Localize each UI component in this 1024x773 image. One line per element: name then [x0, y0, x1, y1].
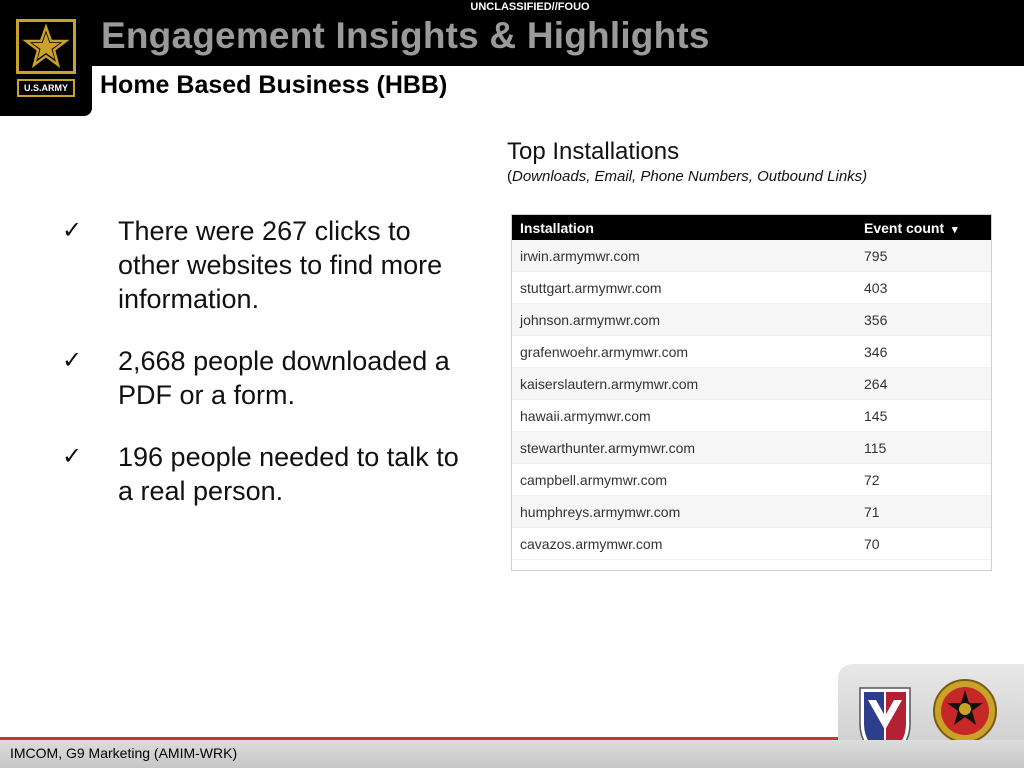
check-icon: ✓ [62, 347, 83, 374]
installations-table [511, 214, 992, 571]
event-count-cell: 71 [864, 503, 880, 520]
check-icon: ✓ [62, 217, 83, 244]
table-body [512, 240, 991, 560]
table-row [512, 336, 991, 368]
table-row [512, 432, 991, 464]
table-row [512, 368, 991, 400]
page-subtitle: Home Based Business (HBB) [100, 71, 448, 99]
highlight-item [62, 214, 462, 316]
installation-cell: hawaii.armymwr.com [520, 407, 651, 424]
highlight-item [62, 344, 462, 412]
installation-cell: cavazos.armymwr.com [520, 535, 663, 552]
installation-cell: kaiserslautern.armymwr.com [520, 375, 699, 392]
installation-cell: johnson.armymwr.com [520, 311, 661, 328]
highlights-list [62, 214, 462, 536]
highlight-text: 2,668 people downloaded a PDF or a form. [118, 346, 450, 410]
army-logo-text: U.S.ARMY [17, 79, 75, 97]
table-row [512, 400, 991, 432]
sort-down-icon: ▾ [952, 223, 958, 236]
footer-text: IMCOM, G9 Marketing (AMIM-WRK) [10, 745, 238, 761]
army-logo [0, 0, 92, 116]
check-icon: ✓ [62, 443, 83, 470]
event-count-cell: 356 [864, 311, 888, 328]
event-count-cell: 70 [864, 535, 880, 552]
event-count-cell: 346 [864, 343, 888, 360]
event-count-cell: 403 [864, 279, 888, 296]
army-star-icon [16, 19, 76, 74]
table-title: Top Installations [507, 138, 680, 165]
column-header-installation[interactable]: Installation [520, 219, 594, 236]
table-subtitle: (Downloads, Email, Phone Numbers, Outbound Links) [507, 168, 868, 185]
event-count-cell: 145 [864, 407, 888, 424]
table-row [512, 496, 991, 528]
highlight-item [62, 440, 462, 508]
installation-cell: irwin.armymwr.com [520, 247, 640, 264]
installation-cell: humphreys.armymwr.com [520, 503, 681, 520]
table-row [512, 464, 991, 496]
classification-label: UNCLASSIFIED//FOUO [470, 1, 590, 13]
table-row [512, 304, 991, 336]
installation-cell: stuttgart.armymwr.com [520, 279, 662, 296]
highlight-text: There were 267 clicks to other websites to find more information. [118, 216, 443, 314]
table-row [512, 528, 991, 560]
page-title: Engagement Insights & Highlights [101, 15, 710, 56]
highlight-text: 196 people needed to talk to a real person. [118, 442, 459, 506]
table-row [512, 240, 991, 272]
event-count-cell: 795 [864, 247, 888, 264]
event-count-cell: 115 [864, 439, 887, 456]
installation-cell: campbell.armymwr.com [520, 471, 668, 488]
event-count-cell: 264 [864, 375, 888, 392]
event-count-cell: 72 [864, 471, 880, 488]
column-header-event-count[interactable]: Event count ▾ [864, 219, 958, 236]
table-row [512, 272, 991, 304]
installation-cell: grafenwoehr.armymwr.com [520, 343, 689, 360]
table-header [512, 215, 991, 240]
installation-cell: stewarthunter.armymwr.com [520, 439, 696, 456]
